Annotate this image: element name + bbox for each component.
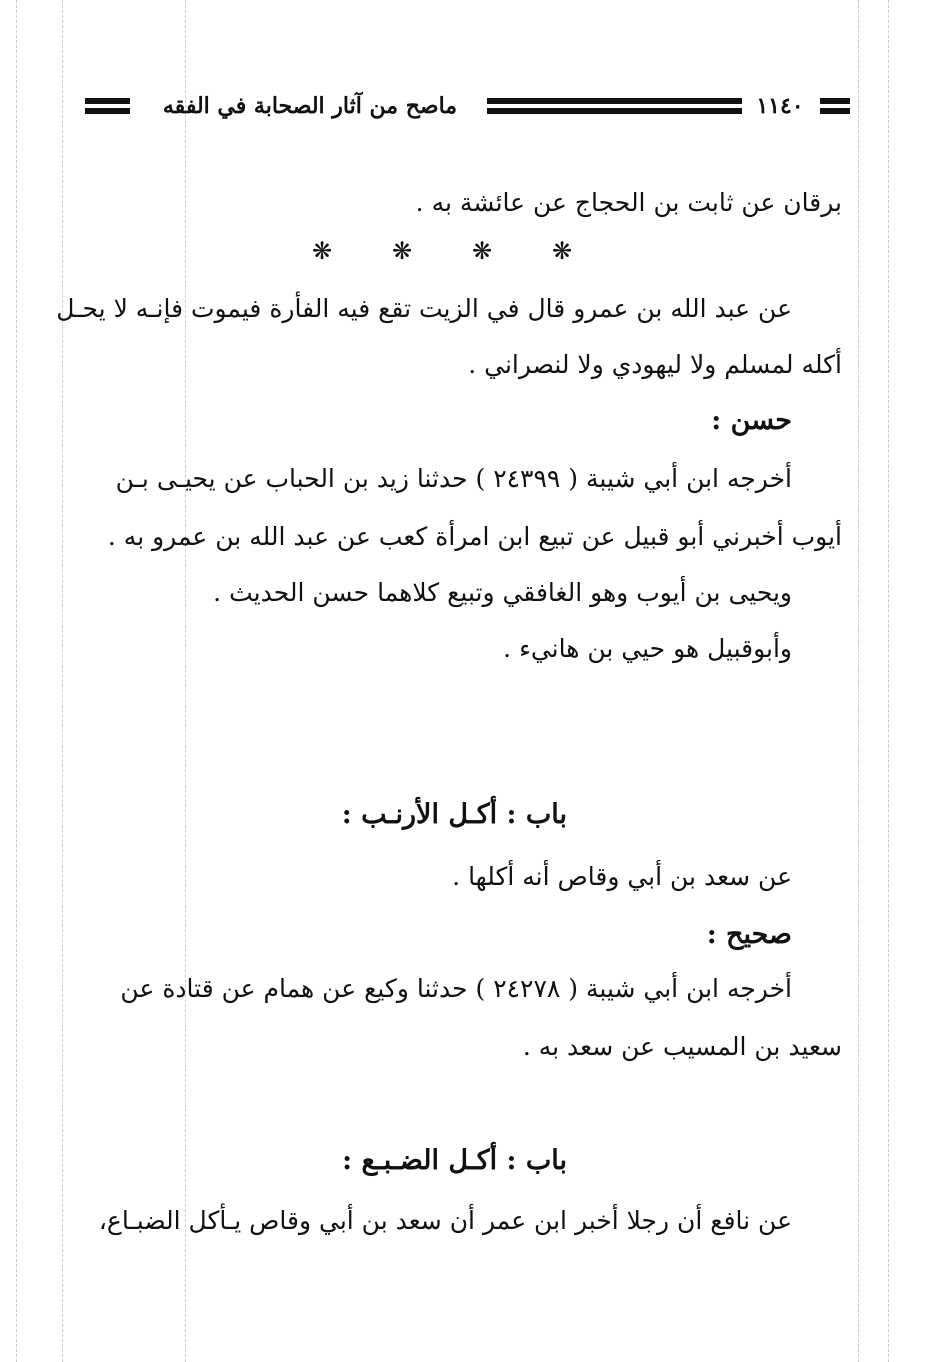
page-number: ١١٤٠ xyxy=(756,93,804,119)
text-line: أخرجه ابن أبي شيبة ( ٢٤٢٧٨ ) حدثنا وكيع عن همام عن قتادة عن xyxy=(120,974,792,1003)
star-ornament-icon: ❋ xyxy=(312,237,333,265)
scan-guide-line xyxy=(16,0,17,1362)
star-ornament-icon: ❋ xyxy=(552,237,573,265)
page-header xyxy=(85,88,850,124)
section-separator xyxy=(300,236,600,266)
header-rule xyxy=(85,108,130,114)
star-ornament-icon: ❋ xyxy=(392,237,413,265)
text-line: عن سعد بن أبي وقاص أنه أكلها . xyxy=(452,862,792,891)
scan-guide-line xyxy=(888,0,889,1362)
chapter-heading: باب : أكـل الأرنـب : xyxy=(341,799,567,830)
chapter-heading: باب : أكـل الضـبـع : xyxy=(342,1145,567,1176)
grading-heading: صحيح : xyxy=(706,919,792,950)
text-line: سعيد بن المسيب عن سعد به . xyxy=(522,1032,842,1061)
book-title: ماصح من آثار الصحابة في الفقه xyxy=(162,93,458,119)
text-line: أكله لمسلم ولا ليهودي ولا لنصراني . xyxy=(468,350,842,379)
text-line: وأبوقبيل هو حيي بن هانيء . xyxy=(503,634,792,663)
scan-guide-line xyxy=(185,0,186,1362)
header-rule xyxy=(820,108,850,114)
header-rule xyxy=(85,98,130,104)
star-ornament-icon: ❋ xyxy=(472,237,493,265)
text-line: أخرجه ابن أبي شيبة ( ٢٤٣٩٩ ) حدثنا زيد بن الحباب عن يحيـى بـن xyxy=(115,464,792,493)
header-rule xyxy=(820,98,850,104)
scan-guide-line xyxy=(62,0,63,1362)
header-rule xyxy=(487,98,742,104)
header-rule xyxy=(487,108,742,114)
scan-guide-line xyxy=(858,0,859,1362)
text-line: عن نافع أن رجلا أخبر ابن عمر أن سعد بن أبي وقاص يـأكل الضبـاع، xyxy=(98,1206,792,1235)
text-line: أيوب أخبرني أبو قبيل عن تبيع ابن امرأة كعب عن عبد الله بن عمرو به . xyxy=(107,522,842,551)
text-line: عن عبد الله بن عمرو قال في الزيت تقع فيه الفأرة فيموت فإنـه لا يحـل xyxy=(56,294,792,323)
grading-heading: حسن : xyxy=(711,405,792,436)
text-line: ويحيى بن أيوب وهو الغافقي وتبيع كلاهما حسن الحديث . xyxy=(213,578,792,607)
text-line: برقان عن ثابت بن الحجاج عن عائشة به . xyxy=(415,188,842,217)
